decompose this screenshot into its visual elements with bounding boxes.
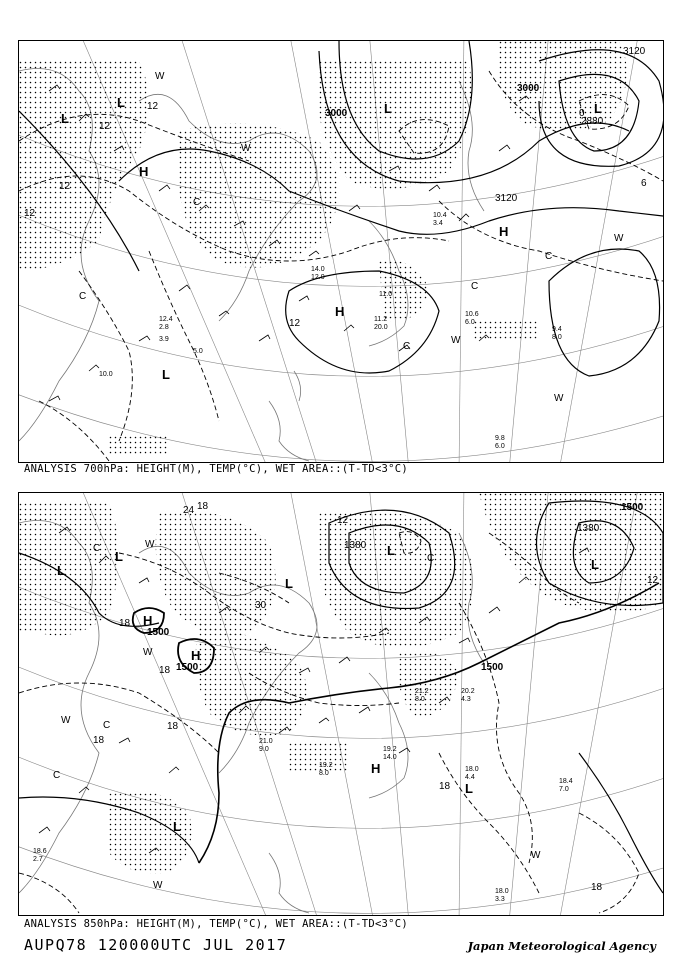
station-dewpoint: 5.0 xyxy=(193,348,203,355)
low-center: L xyxy=(594,101,602,116)
height-label: 2880 xyxy=(581,116,604,127)
station-dewpoint: 4.3 xyxy=(461,696,471,703)
station-dewpoint: 7.0 xyxy=(559,786,569,793)
station-dewpoint: 14.0 xyxy=(383,754,397,761)
warm-mark: W xyxy=(155,71,165,82)
low-center: L xyxy=(591,557,599,572)
warm-mark: W xyxy=(61,715,71,726)
cold-mark: C xyxy=(471,281,479,292)
warm-mark: W xyxy=(614,233,624,244)
cold-mark: C xyxy=(193,197,201,208)
station-temp: 21.2 xyxy=(415,688,429,695)
station-dewpoint: 6.0 xyxy=(495,443,505,450)
temp-label: 0 xyxy=(579,108,585,119)
temp-label: 18 xyxy=(439,781,451,792)
temp-label: 6 xyxy=(641,178,647,189)
temp-label: 18 xyxy=(591,882,603,893)
warm-mark: W xyxy=(554,393,564,404)
station-dewpoint: 20.0 xyxy=(374,324,388,331)
temp-label: 18 xyxy=(167,721,179,732)
chart-code-and-time: AUPQ78 120000UTC JUL 2017 xyxy=(24,936,288,954)
low-center: L xyxy=(115,549,123,564)
station-temp: 19.2 xyxy=(319,762,333,769)
height-label: 3000 xyxy=(517,83,540,94)
station-dewpoint: 4.4 xyxy=(465,774,475,781)
low-center: L xyxy=(384,101,392,116)
low-center: L xyxy=(387,543,395,558)
height-label: 1500 xyxy=(176,662,199,673)
map-caption-700hpa: ANALYSIS 700hPa: HEIGHT(M), TEMP(°C), WET AREA::(T-TD<3°C) xyxy=(24,463,409,475)
temp-label: 18 xyxy=(93,735,105,746)
high-center: H xyxy=(335,304,345,319)
low-center: L xyxy=(162,367,170,382)
cold-mark: C xyxy=(427,553,435,564)
low-center: L xyxy=(173,819,181,834)
height-label: 3000 xyxy=(325,108,348,119)
warm-mark: W xyxy=(153,880,163,891)
low-center: L xyxy=(465,781,473,796)
temp-label: 12 xyxy=(289,318,301,329)
temp-label: 12 xyxy=(147,101,159,112)
station-temp: 18.4 xyxy=(559,778,573,785)
station-temp: 10.4 xyxy=(433,212,447,219)
temp-label: 30 xyxy=(255,600,267,611)
cold-mark: C xyxy=(53,770,61,781)
temp-label: 24 xyxy=(183,505,195,516)
station-temp: 11.0 xyxy=(379,291,393,298)
station-temp: 20.2 xyxy=(461,688,475,695)
wet-areas xyxy=(19,41,627,456)
low-center: L xyxy=(57,563,65,578)
cold-mark: C xyxy=(103,720,111,731)
temp-label: 18 xyxy=(197,501,209,512)
station-dewpoint: 3.4 xyxy=(433,220,443,227)
temp-label: 12 xyxy=(337,515,349,526)
cold-mark: C xyxy=(93,543,101,554)
low-center: L xyxy=(285,576,293,591)
high-center: H xyxy=(191,648,201,663)
height-label: 1500 xyxy=(147,627,170,638)
station-dewpoint: 12.0 xyxy=(311,274,325,281)
station-dewpoint: 8.0 xyxy=(415,696,425,703)
height-label: 1500 xyxy=(481,662,504,673)
height-label: 3120 xyxy=(495,193,518,204)
station-temp: 21.0 xyxy=(259,738,273,745)
agency-name: Japan Meteorological Agency xyxy=(467,939,656,953)
temp-label: 12 xyxy=(647,575,659,586)
station-temp: 9.8 xyxy=(495,435,505,442)
station-temp: 14.0 xyxy=(311,266,325,273)
cold-mark: C xyxy=(403,341,411,352)
warm-mark: W xyxy=(241,143,251,154)
temp-label: 12 xyxy=(59,181,71,192)
temp-label: 18 xyxy=(159,665,171,676)
station-dewpoint: 8.0 xyxy=(552,334,562,341)
station-temp: 9.4 xyxy=(552,326,562,333)
warm-mark: W xyxy=(531,850,541,861)
low-center: L xyxy=(61,111,69,126)
station-dewpoint: 9.0 xyxy=(259,746,269,753)
temp-label: 12 xyxy=(24,208,36,219)
map-700hpa-canvas xyxy=(19,41,663,462)
map-850hpa-canvas xyxy=(19,493,663,915)
analysis-700hpa-map xyxy=(18,40,664,463)
cold-mark: C xyxy=(545,251,553,262)
warm-mark: W xyxy=(143,647,153,658)
height-label: 1500 xyxy=(621,502,644,513)
warm-mark: W xyxy=(145,539,155,550)
analysis-850hpa-map xyxy=(18,492,664,916)
station-dewpoint: 2.8 xyxy=(159,324,169,331)
station-dewpoint: 6.0 xyxy=(465,319,475,326)
temp-label: 18 xyxy=(119,618,131,629)
map-caption-850hpa: ANALYSIS 850hPa: HEIGHT(M), TEMP(°C), WET AREA::(T-TD<3°C) xyxy=(24,918,409,930)
warm-mark: W xyxy=(451,335,461,346)
low-center: L xyxy=(117,95,125,110)
station-temp: 10.6 xyxy=(465,311,479,318)
high-center: H xyxy=(499,224,509,239)
cold-mark: C xyxy=(79,291,87,302)
high-center: H xyxy=(371,761,381,776)
station-temp: 12.4 xyxy=(159,316,173,323)
station-dewpoint: 8.0 xyxy=(319,770,329,777)
station-dewpoint: 3.3 xyxy=(495,896,505,903)
station-temp: 18.0 xyxy=(465,766,479,773)
station-dewpoint: 3.9 xyxy=(159,336,169,343)
height-label: 3120 xyxy=(623,46,646,57)
high-center: H xyxy=(139,164,149,179)
height-label: 1380 xyxy=(577,523,600,534)
station-temp: 18.0 xyxy=(495,888,509,895)
high-center: H xyxy=(143,613,153,628)
station-temp: 10.0 xyxy=(99,371,113,378)
station-temp: 19.2 xyxy=(383,746,397,753)
station-dewpoint: 2.7 xyxy=(33,856,43,863)
height-label: 1380 xyxy=(344,540,367,551)
station-temp: 11.2 xyxy=(374,316,388,323)
station-temp: 18.6 xyxy=(33,848,47,855)
temp-label: 12 xyxy=(99,121,111,132)
